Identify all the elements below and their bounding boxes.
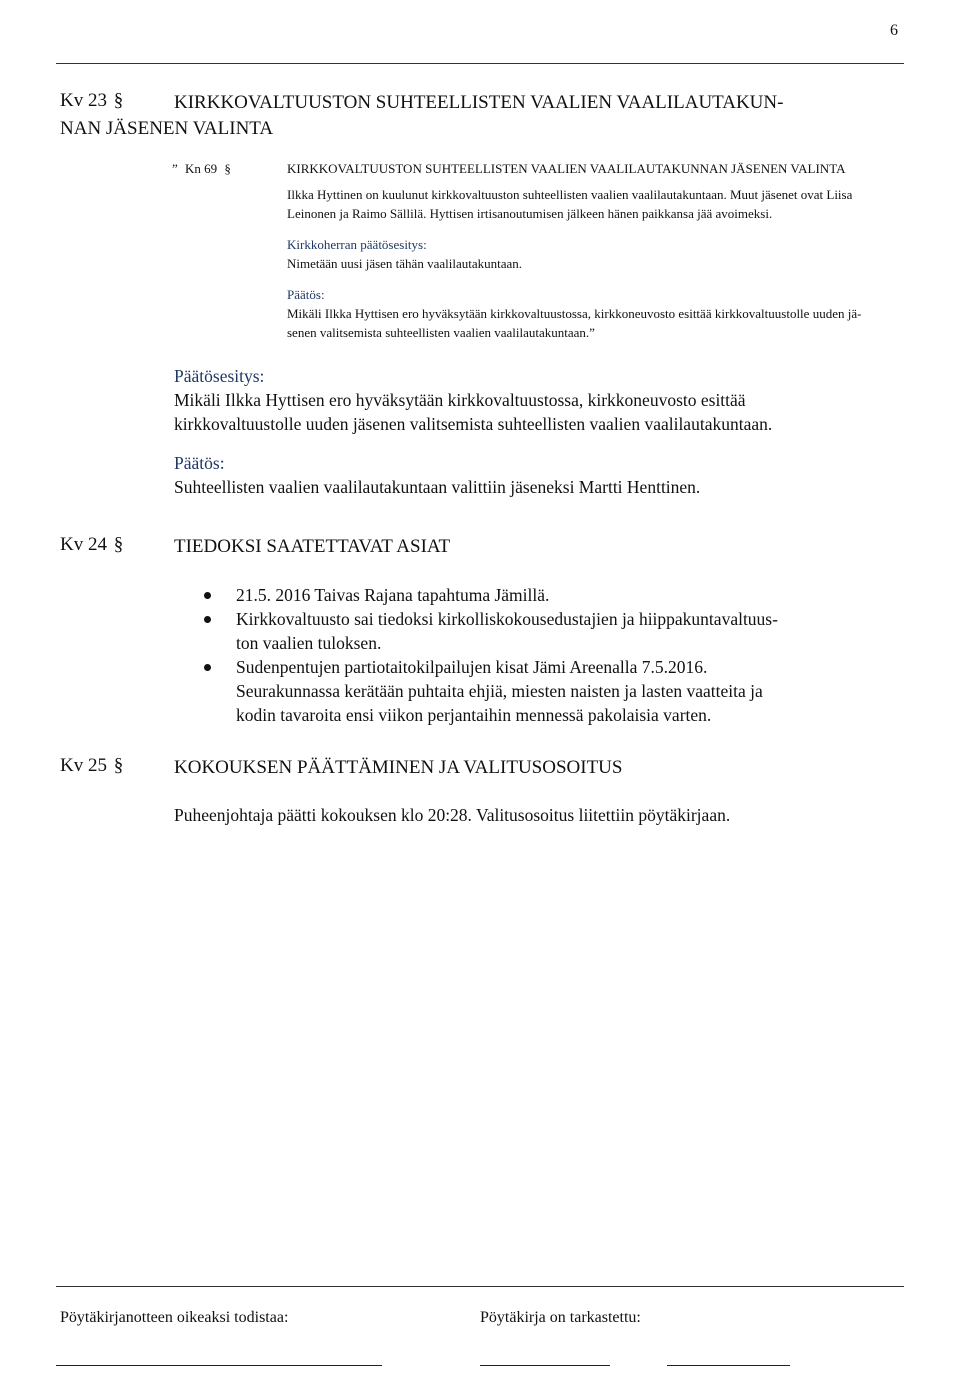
kn-paragraph-line1: Ilkka Hyttinen on kuulunut kirkkovaltuuston suhteellisten vaalien vaalilautakuntaan. Muut jäsenet ovat Liisa xyxy=(287,187,853,202)
section-title-kv23 xyxy=(60,90,880,142)
kn-decision-line1: Mikäli Ilkka Hyttisen ero hyväksytään kirkkovaltuustossa, kirkkoneuvosto esittää kirkkovaltuustolle uuden jä- xyxy=(287,306,862,321)
decision-heading: Päätös: xyxy=(174,453,225,473)
section-sign: § xyxy=(113,534,124,555)
proposal-line2: kirkkovaltuustolle uuden jäsenen valitsemista suhteellisten vaalien vaalilautakuntaan. xyxy=(174,414,773,434)
signature-line-right-2 xyxy=(667,1365,790,1366)
section-sign: § xyxy=(224,161,231,176)
list-item-line2: ton vaalien tuloksen. xyxy=(236,633,382,653)
bullet-icon xyxy=(204,664,211,671)
signature-line-left xyxy=(56,1365,382,1366)
page-number: 6 xyxy=(890,22,898,39)
list-item xyxy=(174,655,914,727)
list-item-line1: Kirkkovaltuusto sai tiedoksi kirkolliskokousedustajien ja hiippakuntavaltuus- xyxy=(236,609,778,629)
decision-text: Suhteellisten vaalien vaalilautakuntaan valittiin jäseneksi Martti Henttinen. xyxy=(174,477,701,497)
kn-decision-line2: senen valitsemista suhteellisten vaalien vaalilautakuntaan.” xyxy=(287,325,595,340)
kn-title: KIRKKOVALTUUSTON SUHTEELLISTEN VAALIEN VAALILAUTAKUNNAN JÄSENEN VALINTA xyxy=(287,161,846,176)
footer-rule xyxy=(56,1286,904,1287)
kn-ref-text: Kn 69 xyxy=(185,161,218,176)
list-item-line3: kodin tavaroita ensi viikon perjantaihin mennessä pakolaisia varten. xyxy=(236,705,712,725)
quote-mark: ” xyxy=(172,161,178,176)
section-code-text: Kv 25 xyxy=(60,755,107,776)
section-title-kv24: TIEDOKSI SAATETTAVAT ASIAT xyxy=(174,536,451,557)
kn69-block xyxy=(287,159,907,342)
list-item xyxy=(174,583,914,607)
footer-right-label: Pöytäkirja on tarkastettu: xyxy=(480,1309,641,1326)
section-sign: § xyxy=(113,90,124,111)
kn-paragraph-line2: Leinonen ja Raimo Sällilä. Hyttisen irtisanoutumisen jälkeen hänen paikkansa jää avoimeksi. xyxy=(287,206,773,221)
section-code-kv24 xyxy=(60,534,123,556)
section-code-text: Kv 24 xyxy=(60,534,107,555)
kn-proposal-text: Nimetään uusi jäsen tähän vaalilautakuntaan. xyxy=(287,256,522,271)
section-sign: § xyxy=(113,755,124,776)
section-title-kv25: KOKOUKSEN PÄÄTTÄMINEN JA VALITUSOSOITUS xyxy=(174,757,623,778)
header-rule xyxy=(56,63,904,64)
kv25-text: Puheenjohtaja päätti kokouksen klo 20:28. Valitusosoitus liitettiin pöytäkirjaan. xyxy=(174,805,731,825)
kv23-body xyxy=(174,364,914,499)
list-item-line1: 21.5. 2016 Taivas Rajana tapahtuma Jämillä. xyxy=(236,585,550,605)
kv24-list xyxy=(174,583,914,727)
signature-line-right-1 xyxy=(480,1365,610,1366)
section-code-kv25 xyxy=(60,755,123,777)
section-title-line2: NAN JÄSENEN VALINTA xyxy=(60,118,274,139)
list-item-line2: Seurakunnassa kerätään puhtaita ehjiä, miesten naisten ja lasten vaatteita ja xyxy=(236,681,763,701)
footer-left-label: Pöytäkirjanotteen oikeaksi todistaa: xyxy=(60,1309,289,1326)
section-code-text: Kv 23 xyxy=(60,90,107,111)
proposal-heading: Päätösesitys: xyxy=(174,366,265,386)
kn-proposal-heading: Kirkkoherran päätösesitys: xyxy=(287,237,427,252)
bullet-icon xyxy=(204,616,211,623)
section-title-line1: KIRKKOVALTUUSTON SUHTEELLISTEN VAALIEN VAALILAUTAKUN- xyxy=(174,92,784,113)
bullet-icon xyxy=(204,592,211,599)
list-item-line1: Sudenpentujen partiotaitokilpailujen kisat Jämi Areenalla 7.5.2016. xyxy=(236,657,708,677)
proposal-line1: Mikäli Ilkka Hyttisen ero hyväksytään kirkkovaltuustossa, kirkkoneuvosto esittää xyxy=(174,390,746,410)
kn69-ref xyxy=(172,159,231,178)
list-item xyxy=(174,607,914,655)
kn-decision-heading: Päätös: xyxy=(287,287,325,302)
